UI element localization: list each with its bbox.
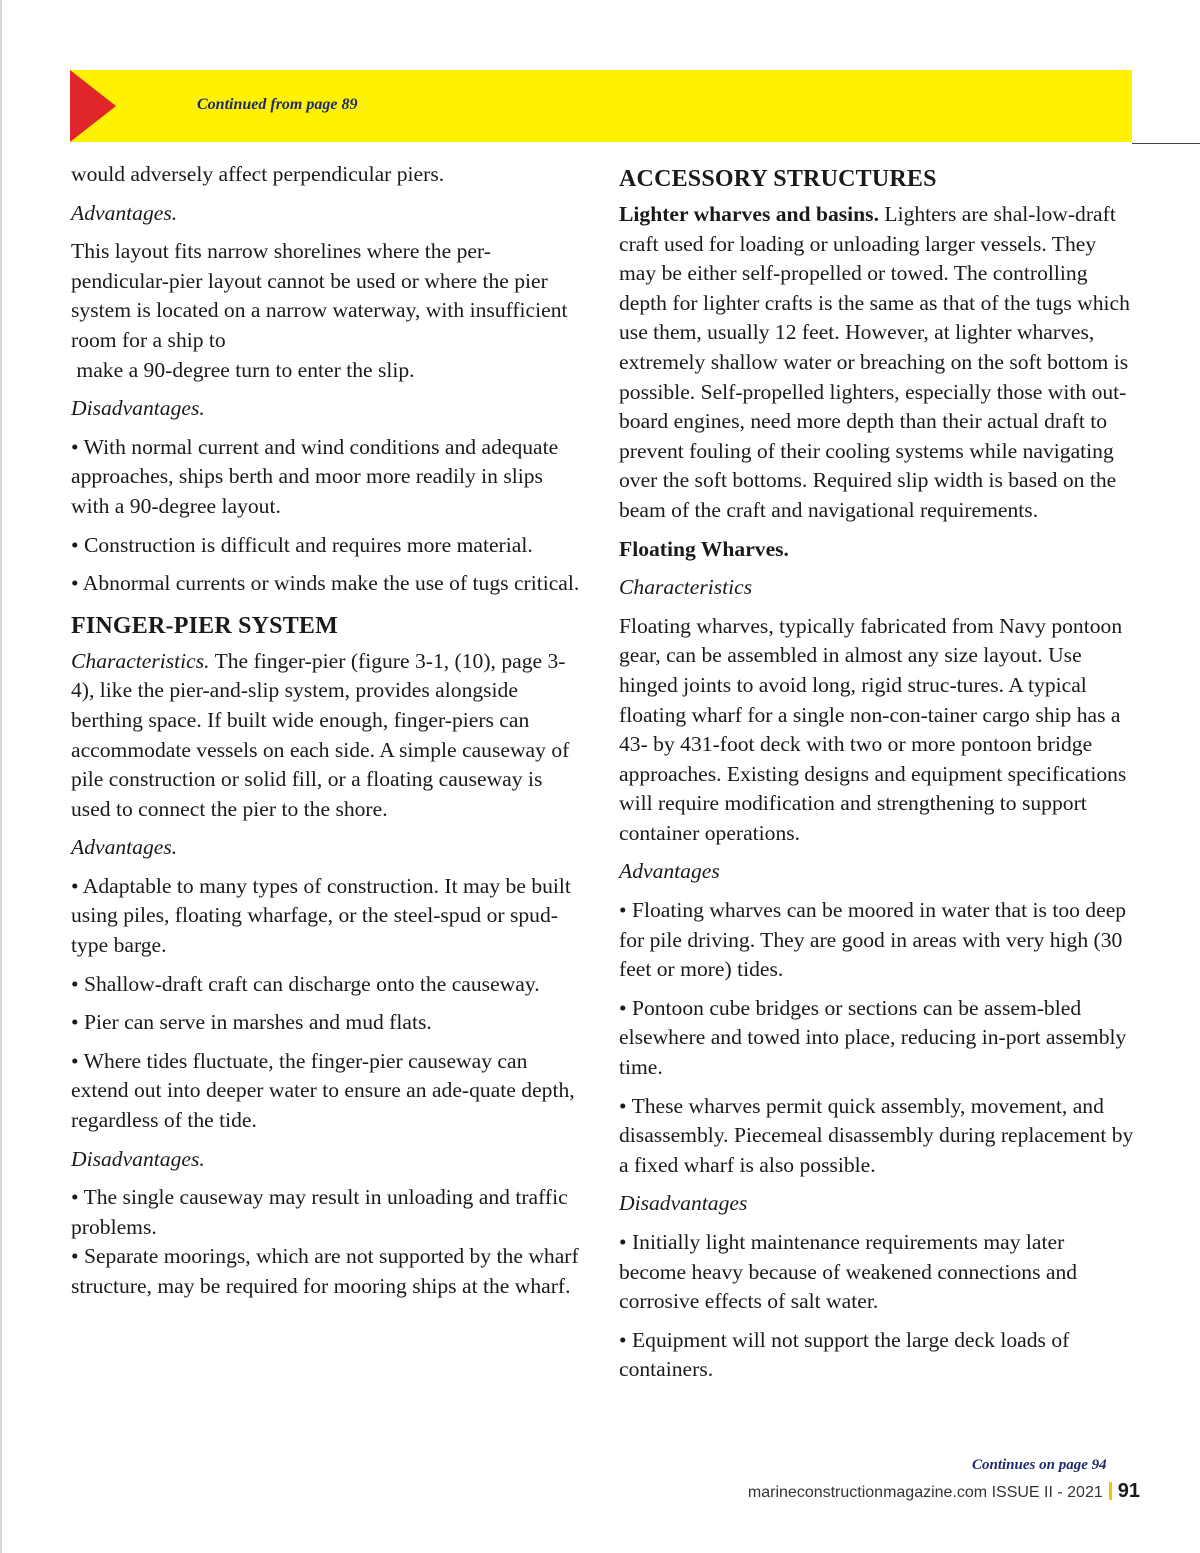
subheading-advantages: Advantages. [71,200,178,225]
arrow-icon [70,70,116,142]
continues-on-label: Continues on page 94 [972,1457,1107,1473]
bullet-item: • These wharves permit quick assembly, movement, and disassembly. Piecemeal disassembly during replacement by a fixed wharf is also possible. [619,1093,1134,1177]
bullet-item: • The single causeway may result in unloading and traffic problems. [71,1185,568,1239]
paragraph [619,200,1135,526]
subsection-heading: Floating Wharves. [619,536,789,561]
separator [1109,1482,1112,1500]
subheading-disadvantages: Disadvantages. [71,1146,205,1171]
subheading-advantages: Advantages. [71,835,178,860]
bullet-item: • Adaptable to many types of construction. It may be built using piles, floating wharfage, or the steel-spud or spud-type barge. [71,873,571,958]
bullet-item: • Abnormal currents or winds make the use of tugs critical. [71,571,580,596]
section-heading: ACCESSORY STRUCTURES [619,166,937,192]
bullet-item: • Shallow-draft craft can discharge onto the causeway. [71,971,540,996]
page-number: 91 [1117,1480,1140,1502]
bullet-item: • Initially light maintenance requirements may later become heavy because of weakened connections and corrosive effects of salt water. [619,1230,1078,1314]
paragraph: This layout fits narrow shorelines where the per-pendicular-pier layout cannot be used or where the pier system is located on a narrow waterway, with insufficient room for a ship to [71,239,568,352]
issue-label: ISSUE II - 2021 [991,1484,1103,1501]
characteristics-text: The finger-pier (figure 3-1, (10), page 3-4), like the pier-and-slip system, provides alongside berthing space. If built wide enough, finger-piers can accommodate vessels on each side. A simple causeway of pile construction or solid fill, or a floating causeway is used to connect the pier to the shore. [71,648,570,821]
characteristics-label: Characteristics. [71,648,210,673]
bullet-item: • Equipment will not support the large deck loads of containers. [619,1327,1070,1382]
bullet-item: • With normal current and wind conditions and adequate approaches, ships berth and moor more readily in slips with a 90-degree layout. [71,434,559,518]
bullet-item: • Separate moorings, which are not supported by the wharf structure, may be required for mooring ships at the wharf. [71,1244,579,1298]
right-column [619,160,1135,1394]
subheading-disadvantages: Disadvantages [619,1191,748,1216]
lighter-text: Lighters are shal-low-draft craft used for loading or unloading larger vessels. They may be either self-propelled or towed. The controlling depth for lighter crafts is the same as that of the tugs which use them, usually 12 feet. However, at lighter wharves, extremely shallow water or breaching on the soft bottom is possible. Self-propelled lighters, especially those with out-board engines, need more depth than their actual draft to prevent fouling of their cooling systems while navigating over the soft bottoms. Required slip width is based on the beam of the craft and navigational requirements. [619,202,1130,522]
continued-from-label: Continued from page 89 [197,96,358,113]
subheading-advantages: Advantages [619,859,720,884]
lighter-label: Lighter wharves and basins. [619,202,879,226]
page-edge-shadow [0,0,2,1553]
subheading-characteristics: Characteristics [619,575,753,600]
paragraph: Floating wharves, typically fabricated from Navy pontoon gear, can be assembled in almost any size layout. Use hinged joints to avoid long, rigid struc-tures. A typical floating wharf for a single non-con-tainer cargo ship has a 43- by 431-foot deck with two or more pontoon bridge approaches. Existing designs and equipment specifications will require modification and strengthening to support container operations. [619,613,1127,845]
left-column [71,160,583,1311]
bullet-item: • Pier can serve in marshes and mud flats. [71,1010,432,1035]
bullet-item: • Floating wharves can be moored in water that is too deep for pile driving. They are good in areas with very high (30 feet or more) tides. [619,898,1127,982]
bullet-item: • Construction is difficult and requires more material. [71,532,533,557]
paragraph [71,647,583,825]
page-footer [748,1480,1140,1503]
paragraph: make a 90-degree turn to enter the slip. [71,357,415,382]
section-heading: FINGER-PIER SYSTEM [71,612,338,639]
site-url: marineconstructionmagazine.com [747,1484,988,1501]
bullet-item: • Where tides fluctuate, the finger-pier causeway can extend out into deeper water to ensure an ade-quate depth, regardless of the tide. [71,1048,575,1133]
divider [1132,143,1200,144]
paragraph: would adversely affect perpendicular piers. [71,162,445,186]
bullet-item: • Pontoon cube bridges or sections can be assem-bled elsewhere and towed into place, reducing in-port assembly time. [619,995,1127,1080]
subheading-disadvantages: Disadvantages. [71,396,205,421]
